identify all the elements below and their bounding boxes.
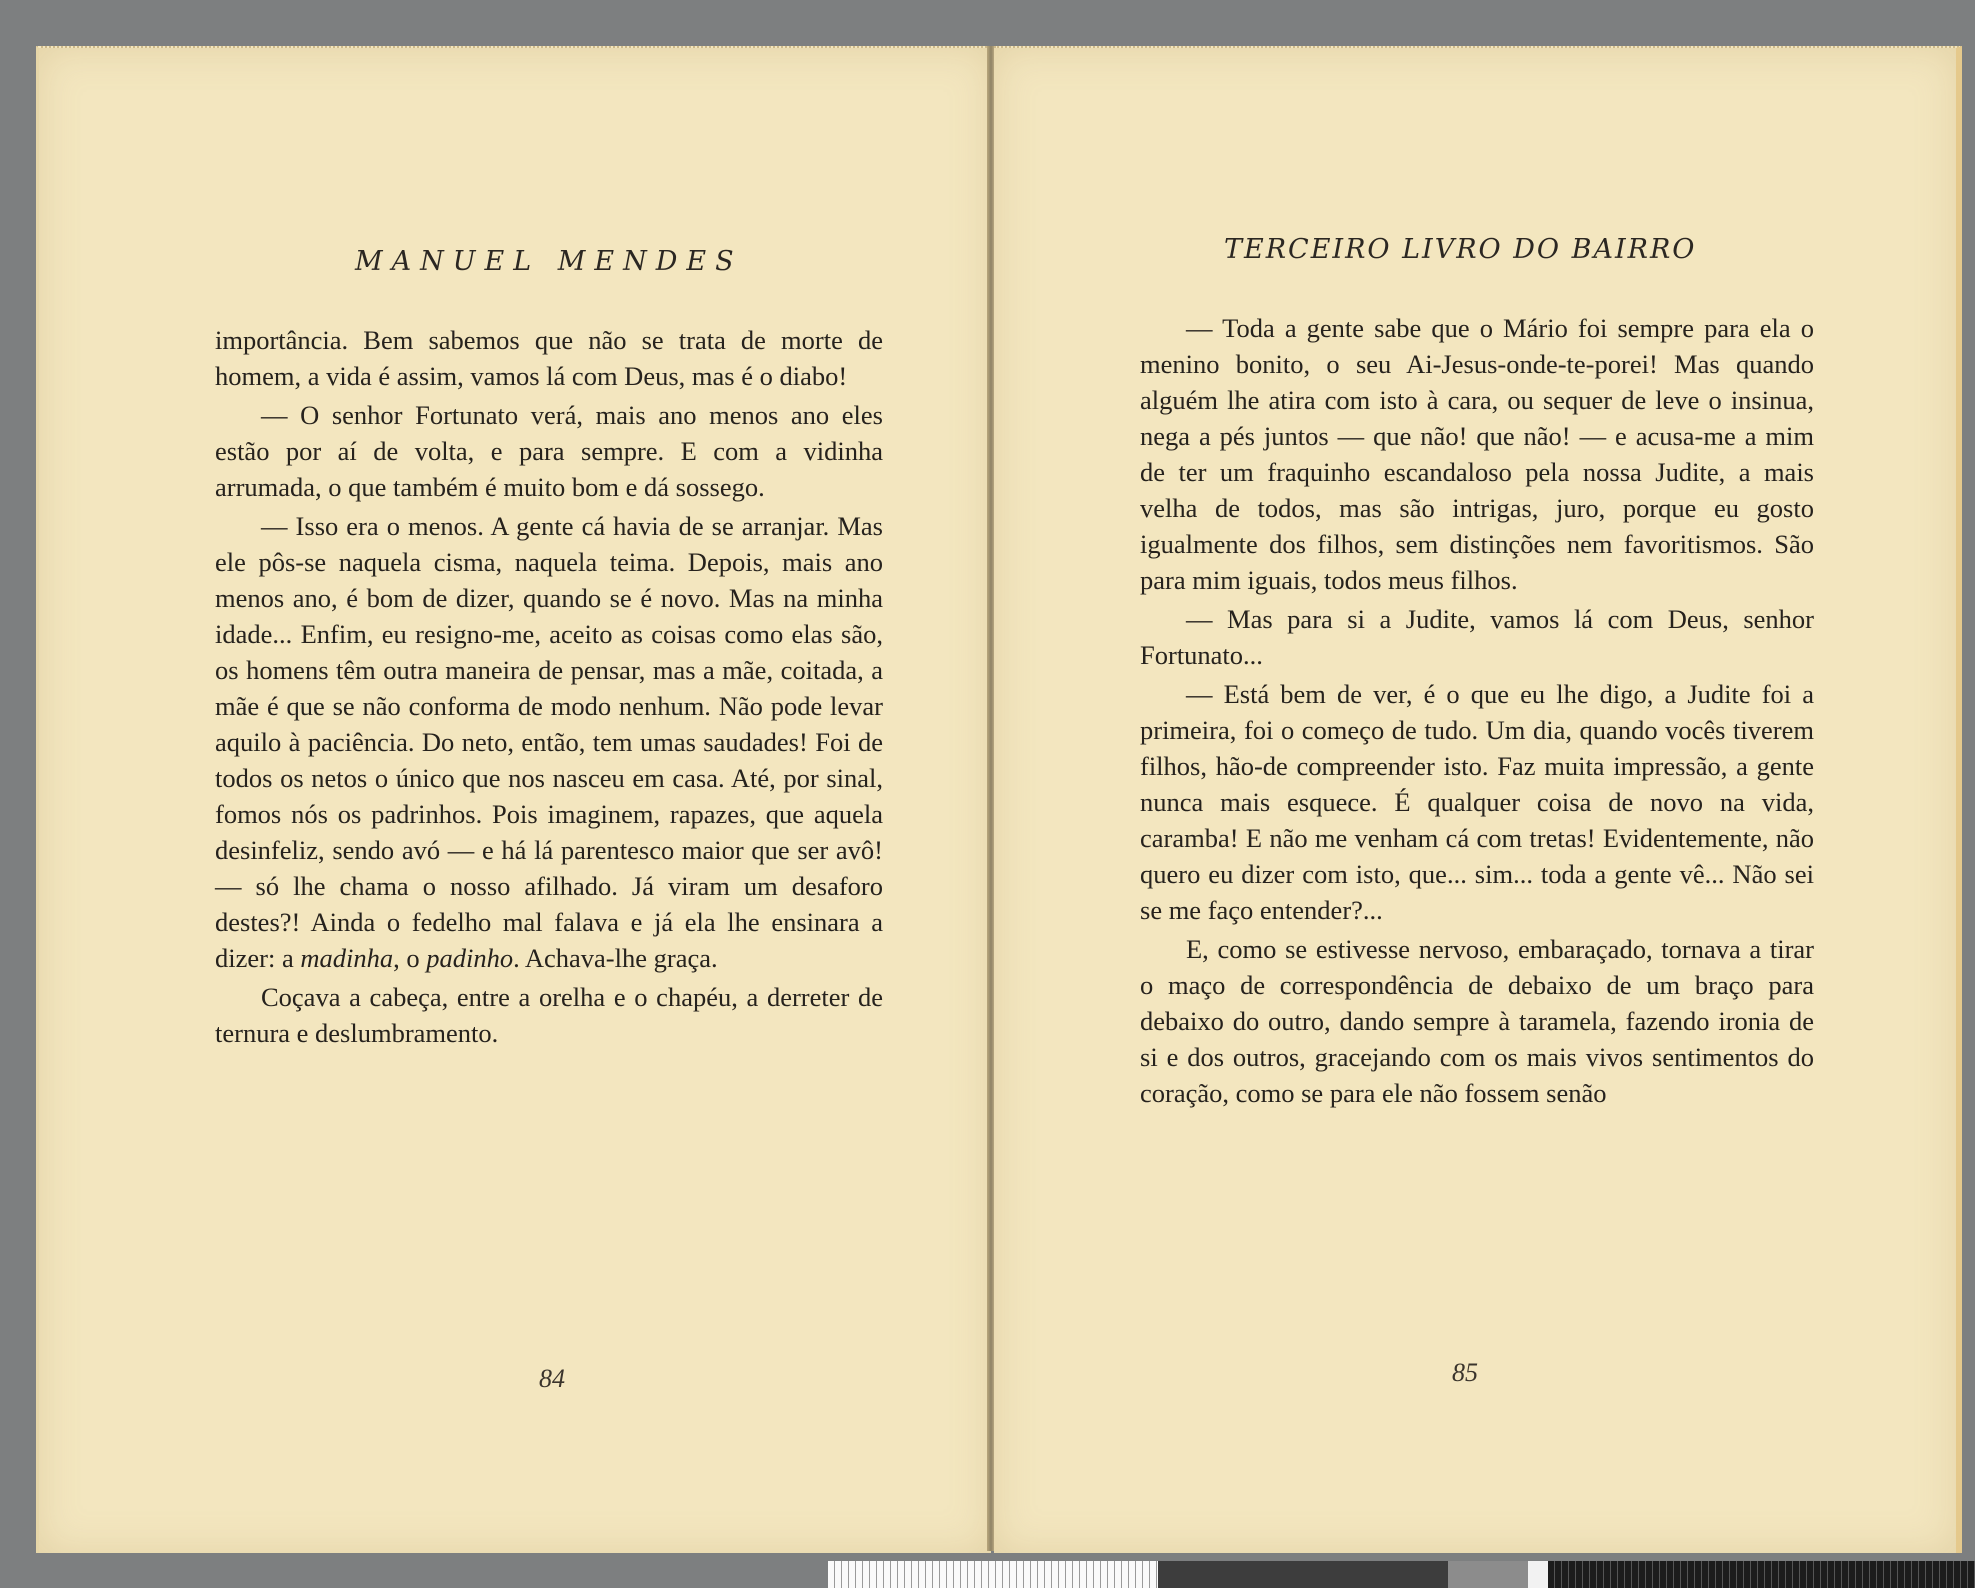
right-page [994, 46, 1962, 1553]
scale-patch-gray [1448, 1561, 1528, 1588]
color-scale-bar [828, 1561, 1975, 1588]
paragraph-text: . Achava-lhe graça. [513, 943, 718, 973]
left-page-text [215, 322, 883, 1054]
running-head-author: MANUEL MENDES [355, 246, 743, 277]
paragraph: — Toda a gente sabe que o Mário foi sempre para ela o menino bonito, o seu Ai-Jesus-onde-te-porei! Mas quando alguém lhe atira com isto à cara, ou sequer de leve o insinua, nega a pés juntos — que não! que não! — e acusa-me a mim de ter um fraquinho escandaloso pela nossa Judite, a mais velha de todos, mas são intrigas, juro, porque eu gosto igualmente dos filhos, sem distinções nem favoritismos. São para mim iguais, todos meus filhos. [1140, 313, 1814, 595]
paragraph: — Está bem de ver, é o que eu lhe digo, a Judite foi a primeira, foi o começo de tudo. Um dia, quando vocês tiverem filhos, hão-de compreender isto. Faz muita impressão, a gente nunca mais esquece. É qualquer coisa de novo na vida, caramba! E não me venham cá com tretas! Evidentemente, não quero eu dizer com isto, que... sim... toda a gente vê... Não sei se me faço entender?... [1140, 679, 1814, 925]
paragraph: E, como se estivesse nervoso, embaraçado, tornava a tirar o maço de correspondência de debaixo de um braço para debaixo do outro, dando sempre à taramela, fazendo ironia de si e dos outros, gracejando com os mais vivos sentimentos do coração, como se para ele não fossem senão [1140, 934, 1814, 1108]
scale-patch-dark [1158, 1561, 1448, 1588]
page-number: 85 [1452, 1358, 1478, 1387]
scale-patch-white [1528, 1561, 1548, 1588]
paragraph-text: — Isso era o menos. A gente cá havia de se arranjar. Mas ele pôs-se naquela cisma, naquela teima. Depois, mais ano menos ano, é bom de dizer, quando se é novo. Mas na minha idade... Enfim, eu resigno-me, aceito as coisas como elas são, os homens têm outra maneira de pensar, mas a mãe, coitada, a mãe é que se não conforma de modo nenhum. Não pode levar aquilo à paciência. Do neto, então, tem umas saudades! Foi de todos os netos o único que nos nasceu em casa. Até, por sinal, fomos nós os padrinhos. Pois imaginem, rapazes, que aquela desinfeliz, sendo avó — e há lá parentesco maior que ser avô! — só lhe chama o nosso afilhado. Já viram um desaforo destes?! Ainda o fedelho mal falava e já ela lhe ensinara a dizer: a [215, 511, 883, 973]
scale-ruler-light [828, 1561, 1158, 1588]
paragraph: — Mas para si a Judite, vamos lá com Deus, senhor Fortunato... [1140, 604, 1814, 670]
running-head-title: TERCEIRO LIVRO DO BAIRRO [1224, 234, 1697, 265]
open-book-spread [36, 46, 1956, 1551]
left-page [36, 46, 991, 1553]
paragraph: Coçava a cabeça, entre a orelha e o chapéu, a derreter de ternura e deslumbramento. [215, 982, 883, 1048]
paragraph: importância. Bem sabemos que não se trata de morte de homem, a vida é assim, vamos lá com Deus, mas é o diabo! [215, 325, 883, 391]
paragraph: — O senhor Fortunato verá, mais ano menos ano eles estão por aí de volta, e para sempre. E com a vidinha arrumada, o que também é muito bom e dá sossego. [215, 400, 883, 502]
italic-word: padinho [426, 943, 514, 973]
scale-ruler-dark [1548, 1561, 1975, 1588]
italic-word: madinha [300, 943, 394, 973]
page-number: 84 [539, 1364, 565, 1393]
right-page-text [1140, 310, 1814, 1114]
paragraph [215, 508, 883, 976]
paragraph-text: , o [393, 943, 420, 973]
